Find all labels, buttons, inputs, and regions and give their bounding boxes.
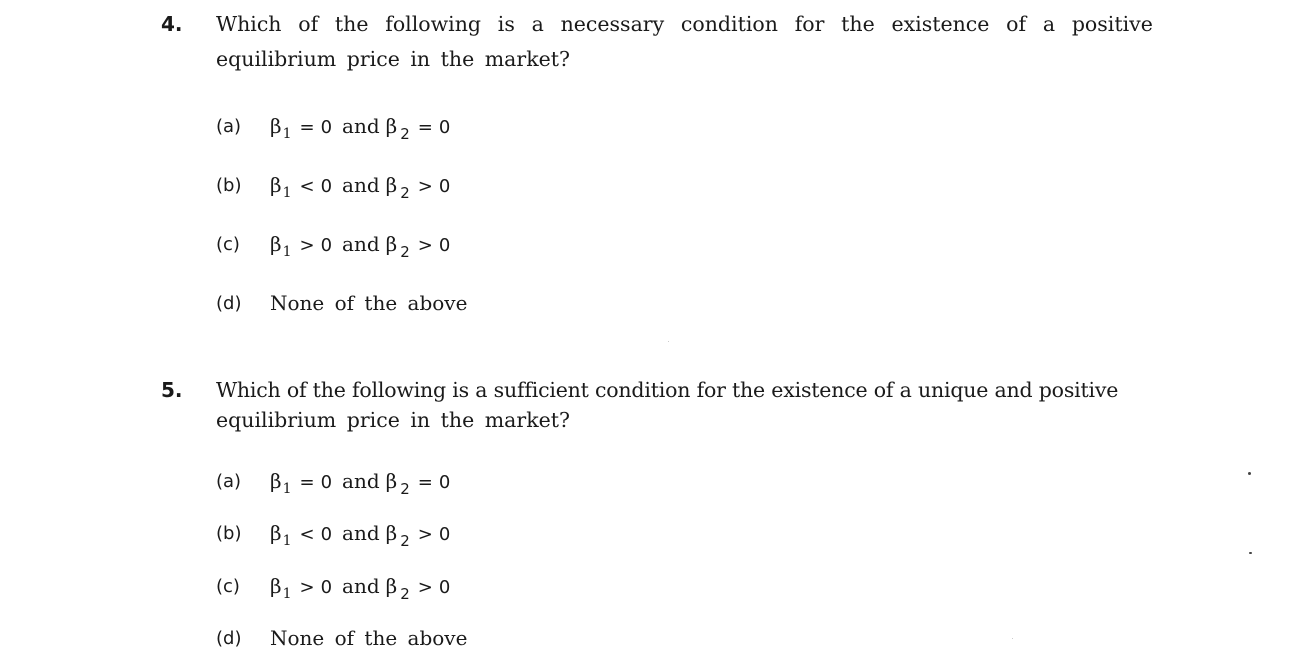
beta-symbol: β [385, 232, 398, 256]
beta-symbol: β [270, 521, 282, 545]
word: condition [680, 12, 778, 36]
conjunction: and [342, 173, 380, 197]
conjunction: and [342, 114, 380, 138]
question-text-line-1 [216, 12, 1153, 36]
question-number: 5. [161, 378, 183, 402]
subscript: 1 [282, 586, 292, 602]
subscript: 2 [400, 125, 410, 143]
relation-symbol: = [417, 117, 433, 138]
word: the [334, 12, 369, 36]
word: existence [891, 12, 990, 36]
relation-symbol: > [299, 235, 315, 256]
beta-symbol: β [385, 114, 398, 138]
conjunction: and [342, 574, 380, 598]
relation-symbol: = [299, 472, 315, 493]
word: Which [216, 12, 282, 36]
beta-symbol: β [270, 469, 282, 493]
option-text [270, 173, 451, 202]
relation-symbol: = [299, 117, 315, 138]
value: 0 [320, 235, 333, 256]
scan-speck [1012, 638, 1013, 639]
word: is [497, 12, 515, 36]
relation-symbol: < [299, 176, 315, 197]
option-label: (d) [216, 293, 242, 314]
option-label: (b) [216, 175, 242, 196]
option-text: None of the above [270, 626, 468, 648]
beta-symbol: β [385, 521, 398, 545]
option-label: (c) [216, 234, 240, 255]
word: necessary [560, 12, 665, 36]
subscript: 2 [400, 480, 410, 498]
subscript: 2 [400, 532, 410, 550]
subscript: 2 [400, 585, 410, 603]
option-text: None of the above [270, 291, 468, 315]
scan-speck [668, 341, 669, 342]
option-text [270, 469, 451, 498]
option-label: (c) [216, 576, 240, 597]
question-text-line-2: equilibrium price in the market? [216, 47, 570, 71]
subscript: 2 [400, 184, 410, 202]
option-text [270, 574, 451, 603]
value: 0 [438, 577, 451, 598]
word: a [531, 12, 544, 36]
value: 0 [320, 524, 333, 545]
option-label: (b) [216, 523, 242, 544]
relation-symbol: > [417, 176, 433, 197]
beta-symbol: β [385, 574, 398, 598]
relation-symbol: > [417, 235, 433, 256]
relation-symbol: > [417, 524, 433, 545]
subscript: 1 [282, 533, 292, 549]
question-number: 4. [161, 12, 183, 36]
option-label: (a) [216, 471, 242, 492]
word: a [1042, 12, 1056, 36]
beta-symbol: β [270, 173, 282, 197]
option-text [270, 521, 451, 550]
option-text [270, 114, 451, 143]
value: 0 [320, 176, 333, 197]
subscript: 1 [282, 244, 292, 260]
beta-symbol: β [385, 469, 398, 493]
value: 0 [320, 472, 333, 493]
word: positive [1071, 12, 1153, 36]
relation-symbol: = [417, 472, 433, 493]
word: for [794, 12, 825, 36]
word: of [298, 12, 319, 36]
beta-symbol: β [385, 173, 398, 197]
relation-symbol: > [299, 577, 315, 598]
conjunction: and [342, 232, 380, 256]
scan-speck [1248, 472, 1251, 475]
question-text-line-2: equilibrium price in the market? [216, 408, 570, 432]
value: 0 [438, 472, 451, 493]
subscript: 2 [400, 243, 410, 261]
subscript: 1 [282, 481, 292, 497]
subscript: 1 [282, 185, 292, 201]
value: 0 [438, 235, 451, 256]
subscript: 1 [282, 126, 292, 142]
word: the [841, 12, 875, 36]
value: 0 [438, 524, 451, 545]
conjunction: and [342, 469, 380, 493]
word: of [1006, 12, 1027, 36]
conjunction: and [342, 521, 380, 545]
value: 0 [320, 577, 333, 598]
word: following [385, 12, 482, 36]
relation-symbol: > [417, 577, 433, 598]
value: 0 [438, 176, 451, 197]
option-label: (d) [216, 628, 242, 648]
scan-speck [1249, 552, 1252, 554]
option-label: (a) [216, 116, 242, 137]
option-text [270, 232, 451, 261]
beta-symbol: β [270, 232, 282, 256]
beta-symbol: β [270, 114, 282, 138]
question-text-line-1: Which of the following is a sufficient condition for the existence of a unique and positive [216, 378, 1119, 402]
value: 0 [320, 117, 333, 138]
relation-symbol: < [299, 524, 315, 545]
value: 0 [438, 117, 451, 138]
beta-symbol: β [270, 574, 282, 598]
